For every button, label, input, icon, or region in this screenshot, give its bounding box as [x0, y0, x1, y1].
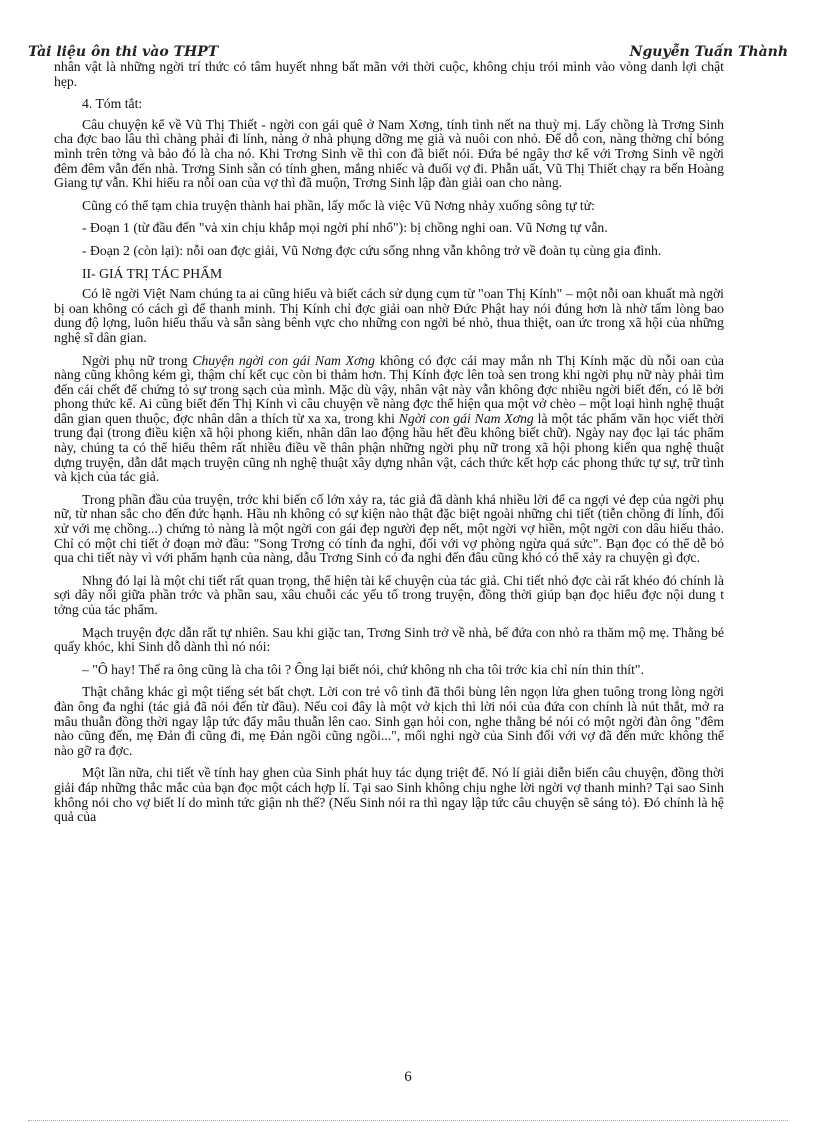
- paragraph-part-1: - Đoạn 1 (từ đầu đến "và xin chịu khắp mọi ngời phỉ nhổ"): bị chồng nghi oan. Vũ Nơng tự vẫn.: [82, 220, 608, 236]
- header-document-title: Tài liệu ôn thi vào THPT: [28, 44, 219, 60]
- document-body: [54, 60, 724, 833]
- paragraph-summary: Câu chuyện kể về Vũ Thị Thiết - ngời con gái quê ở Nam Xơng, tính tình nết na thuỳ mị. Lấy chồng là Trơng Sinh cha đợc bao lâu thì chàng phải đi lính, nàng ở nhà phụng dỡng mẹ già và nuôi con nhỏ. Để dỗ con, nàng thờng chỉ bóng mình trên tờng và bảo đó là cha nó. Khi Trơng Sinh về thì con đã biết nói. Đứa bé ngây thơ kể với Trơng Sinh về ngời đêm đêm vẫn đến nhà. Trơng Sinh sẵn có tính ghen, mắng nhiếc và đuổi vợ đi. Phẫn uất, Vũ Thị Thiết chạy ra bến Hoàng Giang tự vẫn. Khi hiểu ra nỗi oan của vợ thì đã muộn, Trơng Sinh lập đàn giải oan cho nàng.: [54, 116, 724, 191]
- text-segment: Ngời phụ nữ trong: [82, 352, 193, 368]
- text-segment: không có đợc cái may mắn nh Thị Kính mặc dù nỗi oan của nàng cũng không kém gì, thậm chí kết cục còn bi thảm hơn. Thị Kính đợc lên toà sen trong khi ngời phụ nữ này phải tìm đến cái chết để chứng tỏ sự trong sạch của mình. Mặc dù vậy, nhân vật này vẫn không đợc nhiều ngời biết đến, có lẽ bởi phong thức kể. Ai cũng biết đến Thị Kính vì câu chuyện về nàng đợc thể hiện qua một vở chèo – một loại hình nghệ thuật dân gian quen thuộc, đợc nhân dân a thích từ xa xa, trong khi: [54, 352, 724, 426]
- section-heading-summary: 4. Tóm tắt:: [82, 96, 143, 112]
- header-author: Nguyễn Tuấn Thành: [629, 44, 788, 60]
- paragraph-conflict: Thật chẳng khác gì một tiếng sét bất chợt. Lời con trẻ vô tình đã thổi bùng lên ngọn lửa ghen tuông trong lòng ngời đàn ông đa nghi (tác giả đã nói đến từ đầu). Nếu coi đây là một vở kịch thì lời nói của đứa con chính là nút thắt, mở ra mâu thuẫn đồng thời ngay lập tức đẩy mâu thuẫn lên cao. Sinh gạn hỏi con, nghe thằng bé nói có một ngời đàn ông "đêm nào cũng đến, mẹ Đản đi cũng đi, mẹ Đản ngồi cũng ngồi...", mối nghi ngờ của Sinh đối với vợ đã đến mức không thể nào gỡ ra đợc.: [54, 684, 724, 758]
- paragraph-jealousy: Một lần nữa, chi tiết về tính hay ghen của Sinh phát huy tác dụng triệt để. Nó lí giải diễn biến câu chuyện, đồng thời giải đáp những thắc mắc của bạn đọc một cách hợp lí. Tại sao Sinh không chịu nghe lời ngời vợ thanh minh? Tại sao Sinh không nói cho vợ biết lí do mình tức giận nh thế? (Nếu Sinh nói ra thì ngay lập tức câu chuyện sẽ sáng tỏ). Đó chính là hệ quả của: [54, 765, 724, 825]
- work-title: Chuyện ngời con gái Nam Xơng: [192, 352, 375, 368]
- bottom-divider: [28, 1120, 788, 1121]
- section-heading-value: II- GIÁ TRỊ TÁC PHẨM: [82, 265, 223, 281]
- text-segment: là một tác phẩm văn học viết thời trung đại (trong điều kiện xã hội phong kiến, nhân dân lao động hầu hết đều không biết chữ). Ngày nay đọc lại tác phẩm này, chúng ta có thể hiểu thêm rất nhiều điều về thân phận những ngời phụ nữ trong xã hội phong kiến qua nghệ thuật dựng truyện, dẫn dắt mạch truyện cũng nh nghệ thuật xây dựng nhân vật, cách thức kết hợp các phong thức tự sự, trữ tình và kịch của tác giả.: [54, 410, 724, 485]
- paragraph-quote: – "Ô hay! Thế ra ông cũng là cha tôi ? Ông lại biết nói, chứ không nh cha tôi trớc kia chỉ nín thin thít".: [82, 661, 644, 677]
- paragraph-thi-kinh: Có lẽ ngời Việt Nam chúng ta ai cũng hiểu và biết cách sử dụng cụm từ "oan Thị Kính" – một nỗi oan khuất mà ngời bị oan không có cách gì để thanh minh. Thị Kính chỉ đợc giải oan nhờ Đức Phật hay nói đúng hơn là nhờ tấm lòng bao dung độ lợng, luôn hiểu thấu và sẵn sàng bênh vực cho những con ngời bé nhỏ, thua thiệt, oan ức trong xã hội của những nghệ sĩ dân gian.: [54, 286, 724, 345]
- paragraph-continued: nhân vật là những ngời trí thức có tâm huyết nhng bất mãn với thời cuộc, không chịu trói mình vào vòng danh lợi chật hẹp.: [54, 59, 724, 89]
- paragraph-comparison: [54, 354, 724, 485]
- paragraph-first-part: Trong phần đầu của truyện, trớc khi biến cố lớn xảy ra, tác giả đã dành khá nhiều lời để ca ngợi vẻ đẹp của ngời phụ nữ, từ nhan sắc cho đến đức hạnh. Hầu nh không có sự kiện nào thật đặc biệt ngoài những chi tiết (tiễn chồng đi lính, đối xử với mẹ chồng...) chứng tỏ nàng là một ngời con gái đẹp người đẹp nết, một ngời vợ hiền, một ngời con dâu hiếu thảo. Chỉ có một chi tiết ở đoạn mở đầu: "Song Trơng có tính đa nghi, đối với vợ phòng ngừa quá sức". Bạn đọc có thể dễ bỏ qua chi tiết này vì với phẩm hạnh của nàng, dẫu Trơng Sinh có đa nghi đến đâu cũng khó có thể xảy ra chuyện gì đợc.: [54, 491, 724, 566]
- paragraph-plot: Mạch truyện đợc dẫn rất tự nhiên. Sau khi giặc tan, Trơng Sinh trở về nhà, bế đứa con nhỏ ra thăm mộ mẹ. Thằng bé quấy khóc, khi Sinh dỗ dành thì nó nói:: [54, 624, 724, 655]
- page-number: 6: [404, 1069, 412, 1085]
- paragraph-part-2: - Đoạn 2 (còn lại): nỗi oan đợc giải, Vũ Nơng đợc cứu sống nhng vẫn không trở về đoàn tụ cùng gia đình.: [82, 242, 662, 258]
- paragraph-detail: Nhng đó lại là một chi tiết rất quan trọng, thể hiện tài kể chuyện của tác giả. Chi tiết nhỏ đợc cài rất khéo đó chính là sợi dây nối giữa phần trớc và phần sau, xâu chuỗi các yếu tố trong truyện, đồng thời giúp bạn đọc hiểu đợc nội dung t tởng của tác phẩm.: [54, 572, 724, 617]
- paragraph-structure: Cũng có thể tạm chia truyện thành hai phần, lấy mốc là việc Vũ Nơng nhảy xuống sông tự tử:: [82, 197, 595, 213]
- work-title: Ngời con gái Nam Xơng: [398, 410, 534, 426]
